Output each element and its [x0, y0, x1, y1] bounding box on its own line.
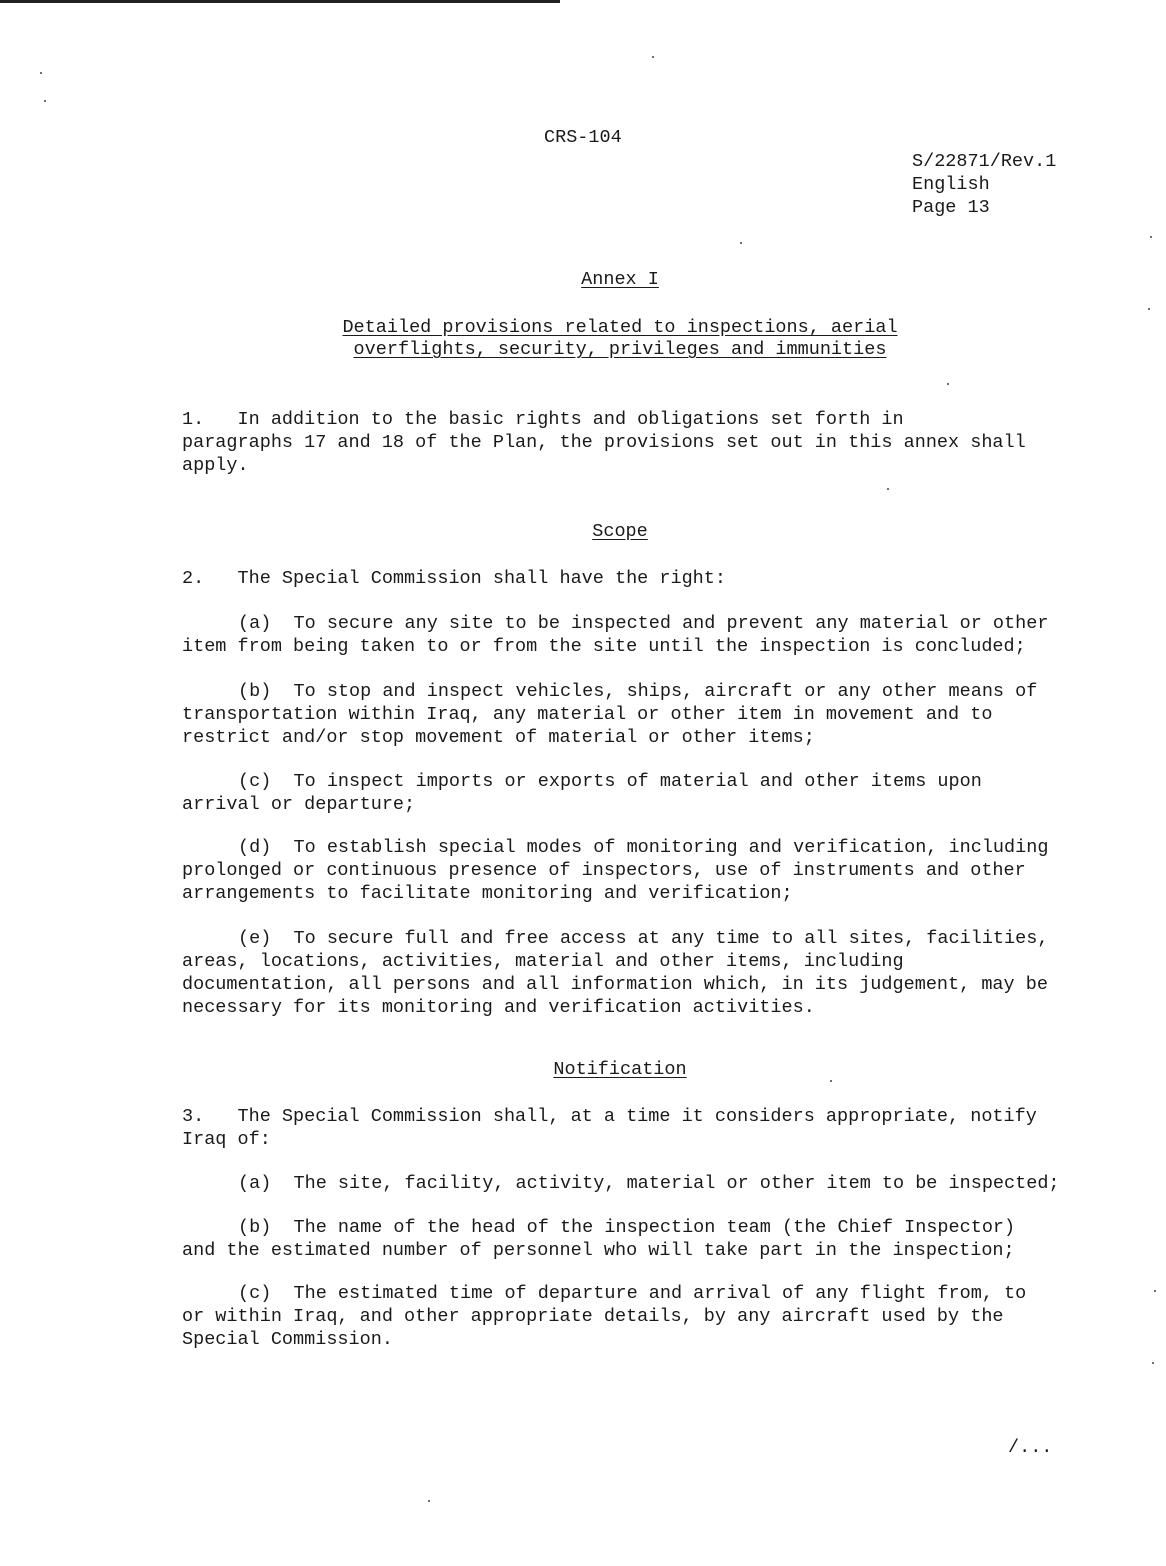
scan-speck [1154, 1290, 1156, 1292]
paragraph-3-intro: 3. The Special Commission shall, at a time it considers appropriate, notify Iraq of: [182, 1106, 1037, 1150]
paragraph-2-intro: 2. The Special Commission shall have the right: [182, 568, 726, 589]
annex-title: Annex I [581, 269, 659, 290]
notification-heading: Notification [553, 1059, 687, 1080]
page-number: Page 13 [912, 197, 990, 218]
document-language: English [912, 174, 990, 195]
scan-speck [887, 488, 889, 490]
paragraph-1: 1. In addition to the basic rights and obligations set forth in paragraphs 17 and 18 of the Plan, the provisions set out in this annex shall apply. [182, 409, 1026, 476]
scan-speck [44, 100, 46, 102]
scan-speck [947, 383, 949, 385]
scope-item-d: (d) To establish special modes of monitoring and verification, including prolonged or continuous presence of inspectors, use of instruments and other arrangements to facilitate monitoring and verification; [182, 837, 1049, 904]
notification-item-b: (b) The name of the head of the inspection team (the Chief Inspector) and the estimated number of personnel who will take part in the inspection; [182, 1217, 1016, 1261]
scan-speck [1150, 236, 1152, 238]
scope-item-a: (a) To secure any site to be inspected and prevent any material or other item from being taken to or from the site until the inspection is concluded; [182, 613, 1049, 657]
subtitle-line-1: Detailed provisions related to inspections, aerial [342, 317, 898, 338]
scope-heading: Scope [592, 521, 648, 542]
scan-speck [1152, 1362, 1154, 1364]
continuation-mark: /... [1008, 1437, 1053, 1458]
notification-item-a: (a) The site, facility, activity, material or other item to be inspected; [238, 1173, 1060, 1194]
document-symbol: S/22871/Rev.1 [912, 151, 1057, 172]
scan-speck [428, 1500, 430, 1502]
notification-item-c: (c) The estimated time of departure and arrival of any flight from, to or within Iraq, and other appropriate details, by any aircraft used by the Special Commission. [182, 1283, 1027, 1350]
scan-speck [40, 72, 42, 74]
scan-speck [1148, 308, 1150, 310]
doc-code: CRS-104 [544, 127, 622, 148]
scope-item-b: (b) To stop and inspect vehicles, ships, aircraft or any other means of transportation within Iraq, any material or other item in movement and to restrict and/or stop movement of material or other items; [182, 681, 1038, 748]
scan-speck [652, 56, 654, 58]
subtitle-line-2: overflights, security, privileges and immunities [353, 339, 887, 360]
scope-item-c: (c) To inspect imports or exports of material and other items upon arrival or departure; [182, 771, 982, 815]
scope-item-e: (e) To secure full and free access at any time to all sites, facilities, areas, locations, activities, material and other items, including documentation, all persons and all information which, in its judgement, may be necessary for its monitoring and verification activities. [182, 928, 1049, 1018]
scan-speck [740, 242, 742, 244]
scan-edge-rule [0, 0, 560, 3]
